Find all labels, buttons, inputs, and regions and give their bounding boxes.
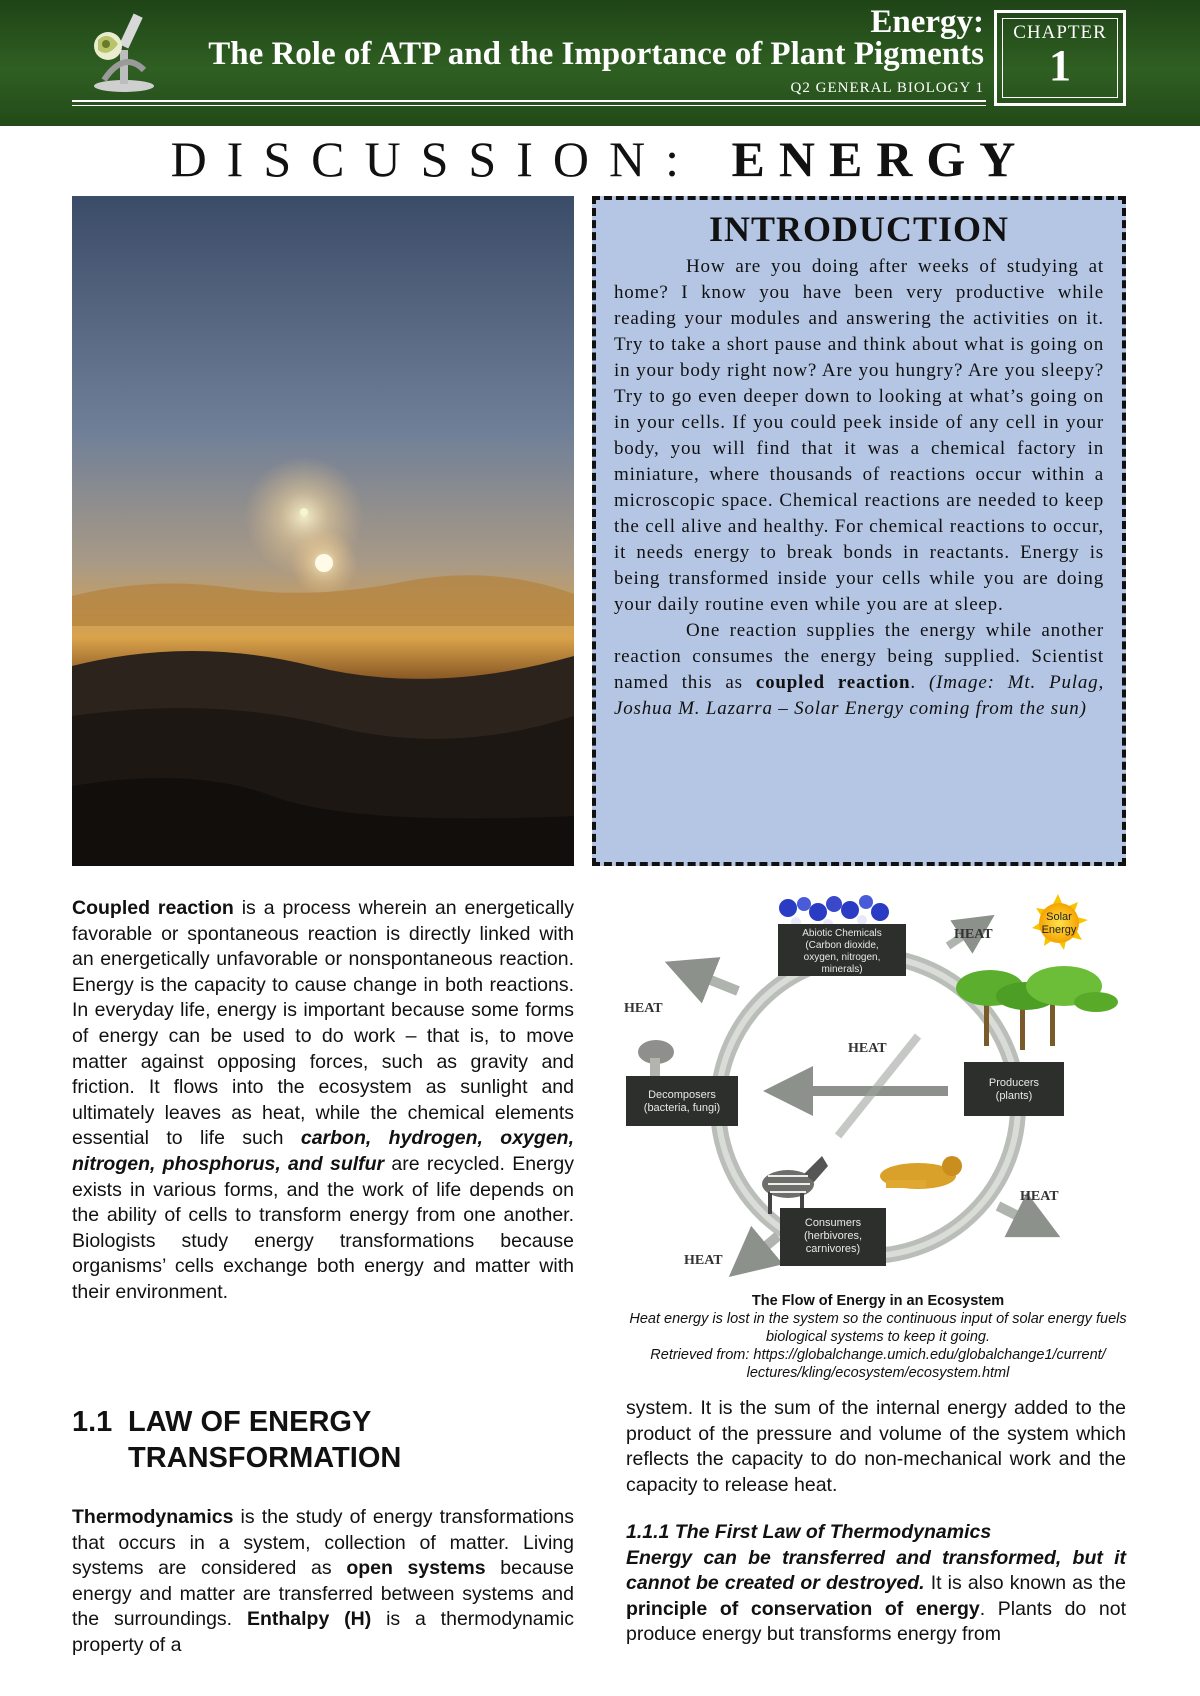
section-heading bbox=[72, 1404, 572, 1476]
consumers-label-3: carnivores) bbox=[805, 1243, 861, 1255]
elements-list: carbon, hydrogen, oxygen, nitrogen, phosphorus, and sulfur bbox=[72, 1127, 574, 1175]
heat-label: HEAT bbox=[684, 1253, 723, 1268]
diagram-caption bbox=[612, 1292, 1144, 1382]
enthalpy-term: Enthalpy (H) bbox=[246, 1608, 372, 1631]
abiotic-label-1: Abiotic Chemicals bbox=[802, 928, 882, 939]
first-law-text-1: It is also known as the bbox=[924, 1572, 1126, 1595]
coupled-reaction-paragraph bbox=[72, 896, 574, 1306]
section-title-line1: LAW OF ENERGY bbox=[128, 1406, 372, 1438]
conservation-term: principle of conservation of energy bbox=[626, 1597, 980, 1620]
thermo-text-3: is a thermodynamic property of a bbox=[72, 1608, 574, 1656]
coupled-text-1: is a process wherein an energetically favorable or spontaneous reaction is directly linked with an energetically unfavorable or nonspontaneous reaction. Energy is the capacity to cause change in both reactions. In everyday life, energy is important because some forms of energy can be used to do work – that is, to move matter against opposing forces, such as gravity and friction. It flows into the ecosystem as sunlight and ultimately leaves as heat, while the chemical elements essential to life such bbox=[72, 897, 574, 1150]
heat-label: HEAT bbox=[848, 1041, 887, 1056]
header-rule bbox=[72, 100, 986, 102]
abiotic-label-2: (Carbon dioxide, bbox=[805, 940, 879, 951]
coupled-text-2: are recycled. Energy exists in various forms, and the work of life depends on the ability of cells to transform energy from one another. Biologists study energy transformations because organisms’ cells exchange both energy and matter with their environment. bbox=[72, 1152, 574, 1303]
intro-p2-period: . bbox=[910, 672, 929, 693]
introduction-paragraph-1: How are you doing after weeks of studying at home? I know you have been very productive while reading your modules and answering the activities on it. Try to take a short pause and think about what is going on in your body right now? Are you hungry? Are you sleepy? Try to go even deeper down to looking at what’s going on in your cells. If you could peek inside of any cell in your body, you will find that it was a chemical factory in miniature, where thousands of reactions occur within a microscopic space. Chemical reactions are needed to keep the cell alive and healthy. For chemical reactions to occur, it needs energy to break bonds in reactants. Energy is being transformed inside your cells while you are doing your daily routine even while you are at sleep. bbox=[614, 256, 1104, 615]
lion-icon bbox=[880, 1156, 962, 1189]
first-law-section bbox=[626, 1520, 1126, 1648]
abiotic-label-4: minerals) bbox=[821, 964, 863, 975]
caption-title: The Flow of Energy in an Ecosystem bbox=[751, 1293, 1005, 1309]
thermodynamics-section bbox=[72, 1505, 574, 1659]
chapter-number: 1 bbox=[1049, 41, 1071, 90]
consumers-label-1: Consumers bbox=[804, 1217, 862, 1229]
decomposers-label-1: Decomposers bbox=[648, 1089, 716, 1101]
introduction-heading: INTRODUCTION bbox=[708, 209, 1010, 249]
coupled-reaction-term: Coupled reaction bbox=[72, 897, 234, 919]
introduction-paragraph-2 bbox=[614, 618, 1104, 722]
header-subtitle: Q2 GENERAL BIOLOGY 1 bbox=[790, 80, 984, 96]
producers-label-1: Producers bbox=[988, 1077, 1040, 1089]
thermo-text-2: because energy and matter are transferred between systems and the surroundings. bbox=[72, 1557, 574, 1631]
molecules-icon bbox=[779, 895, 889, 929]
consumers-label-2: (herbivores, bbox=[803, 1230, 863, 1242]
intro-image-credit: (Image: Mt. Pulag, Joshua M. Lazarra – Solar Energy coming from the sun) bbox=[614, 672, 1104, 719]
first-law-statement: Energy can be transferred and transformed, but it cannot be created or destroyed. bbox=[626, 1546, 1126, 1595]
enthalpy-continuation bbox=[626, 1396, 1126, 1498]
enthalpy-paragraph: system. It is the sum of the internal energy added to the product of the pressure and volume of the system which reflects the capacity to do non-mechanical work and the capacity to release heat. bbox=[626, 1397, 1126, 1496]
header-band bbox=[0, 0, 1200, 126]
discussion-topic: ENERGY bbox=[731, 131, 1030, 187]
heat-label: HEAT bbox=[1020, 1189, 1059, 1204]
discussion-title bbox=[0, 130, 1200, 188]
section-number: 1.1 bbox=[72, 1406, 113, 1438]
first-law-paragraph bbox=[626, 1546, 1126, 1648]
open-systems-term: open systems bbox=[346, 1557, 486, 1580]
first-law-title: 1.1.1 The First Law of Thermodynamics bbox=[626, 1521, 992, 1543]
chapter-label: CHAPTER bbox=[1013, 22, 1107, 43]
producers-box bbox=[964, 1062, 1064, 1116]
zebra-icon bbox=[762, 1156, 828, 1214]
solar-label-2: Energy bbox=[1041, 924, 1077, 936]
thermo-text-1: is the study of energy transformations that occurs in a system, collection of matter. Living systems are considered as bbox=[72, 1506, 574, 1580]
chapter-badge bbox=[994, 10, 1126, 106]
section-title-line2: TRANSFORMATION bbox=[128, 1442, 402, 1474]
header-rule-thin bbox=[72, 105, 986, 106]
introduction-box bbox=[592, 196, 1126, 866]
intro-p2-text: One reaction supplies the energy while another reaction consumes the energy being supplied. Scientist named this as bbox=[614, 620, 1104, 693]
header-title-line1: Energy: bbox=[870, 4, 984, 40]
thermodynamics-paragraph bbox=[72, 1505, 574, 1659]
intro-coupled-reaction: coupled reaction bbox=[755, 672, 911, 693]
producers-label-2: (plants) bbox=[995, 1090, 1033, 1102]
decomposers-label-2: (bacteria, fungi) bbox=[643, 1102, 721, 1114]
solar-label-1: Solar bbox=[1046, 911, 1072, 923]
heat-label: HEAT bbox=[624, 1001, 663, 1016]
decomposers-box bbox=[626, 1076, 738, 1126]
heat-label: HEAT bbox=[954, 927, 993, 942]
abiotic-label-3: oxygen, nitrogen, bbox=[803, 952, 881, 963]
coupled-reaction-section bbox=[72, 896, 574, 1306]
sunset-photo bbox=[72, 196, 574, 866]
caption-line-1: Heat energy is lost in the system so the continuous input of solar energy fuels biological systems to keep it going. bbox=[629, 1311, 1127, 1345]
first-law-text-2: . Plants do not produce energy but transforms energy from bbox=[626, 1597, 1126, 1646]
thermodynamics-term: Thermodynamics bbox=[72, 1506, 234, 1528]
mushroom-icon bbox=[638, 1040, 674, 1076]
discussion-prefix: DISCUSSION: bbox=[170, 131, 699, 187]
header-title-line2: The Role of ATP and the Importance of Plant Pigments bbox=[208, 36, 984, 72]
caption-line-2: Retrieved from: https://globalchange.umich.edu/globalchange1/current/ lectures/kling/ecosystem/ecosystem.html bbox=[650, 1347, 1106, 1381]
microscope-icon bbox=[84, 10, 162, 94]
energy-flow-diagram bbox=[618, 886, 1138, 1296]
